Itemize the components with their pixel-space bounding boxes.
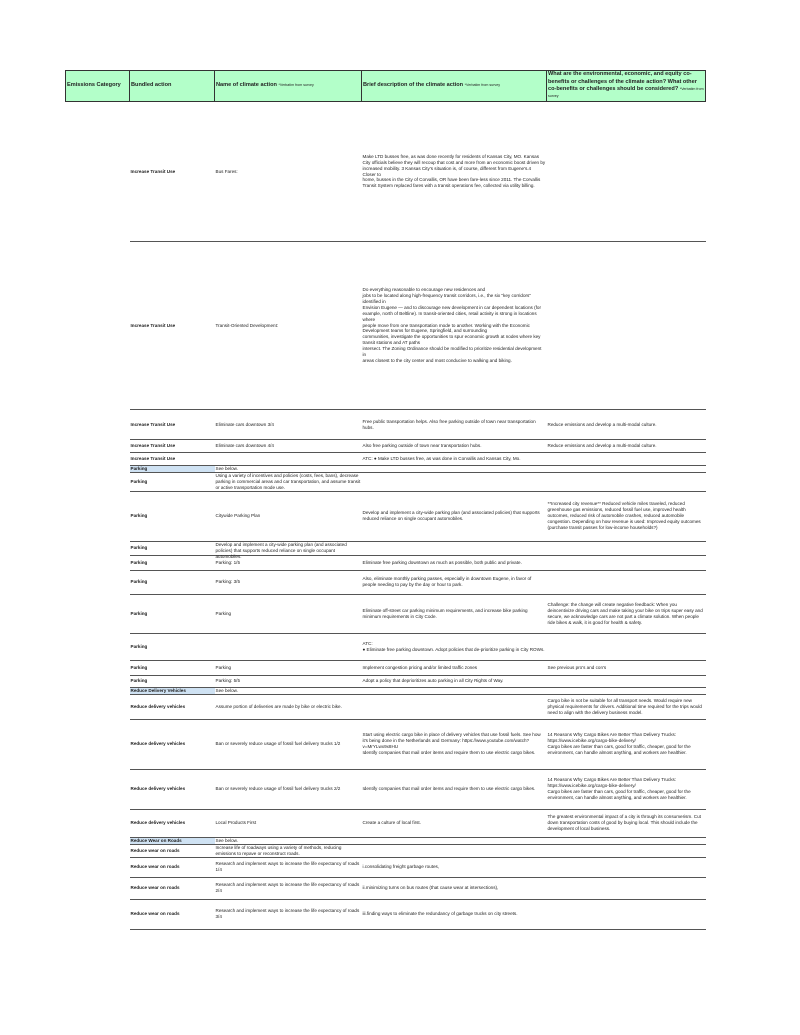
considerations-cell: [547, 570, 706, 594]
climate-actions-table: [65, 70, 706, 930]
bundled-action-cell-text: Parking: [130, 579, 148, 585]
description-cell: [362, 687, 547, 694]
table-row: [66, 541, 706, 555]
considerations-cell: [547, 555, 706, 570]
bundled-action-cell-text: Increase Transit Use: [130, 322, 176, 328]
action-name-cell: [215, 687, 362, 694]
bundled-action-cell-text: Reduce Wear on Roads: [130, 837, 182, 843]
bundled-action-cell: [130, 466, 215, 473]
bundled-action-cell-text: Parking: [130, 545, 148, 551]
bundled-action-cell-text: Reduce delivery vehicles: [130, 820, 186, 826]
action-name-cell: [215, 660, 362, 675]
description-cell: [362, 570, 547, 594]
header-considerations: What are the environmental, economic, and equity co-benefits or challenges of the climate action? What other co-benefits or challenges should be considered? *Verbatim from survey: [547, 71, 706, 102]
bundled-action-cell-text: Reduce wear on roads: [130, 864, 180, 870]
description-cell: [362, 899, 547, 929]
table-row: [66, 410, 706, 440]
section-row: [66, 687, 706, 694]
emissions-category-cell: [66, 694, 130, 719]
bundled-action-cell-text: Parking: [130, 466, 148, 472]
header-row: [66, 71, 706, 102]
action-name-cell: [215, 675, 362, 687]
bundled-action-cell: [130, 844, 215, 857]
description-cell: [362, 594, 547, 633]
bundled-action-cell: [130, 857, 215, 877]
action-name-cell: [215, 410, 362, 440]
action-name-cell: [215, 837, 362, 844]
action-name-cell-text: Develop and implement a city-wide parking plan (and associated policies) that supports reduced reliance on single occupant automobiles.: [215, 541, 347, 559]
considerations-cell: [547, 466, 706, 473]
action-name-cell: [215, 769, 362, 809]
bundled-action-cell-text: Parking: [130, 513, 148, 519]
considerations-cell: [547, 102, 706, 242]
bundled-action-cell-text: Reduce delivery vehicles: [130, 741, 186, 747]
description-cell-text: ATC: ● Make LTD busses free, as was done in Corvallis and Kansas City, Mo.: [362, 456, 521, 462]
bundled-action-cell-text: Reduce delivery vehicles: [130, 786, 186, 792]
header-action-name: Name of climate action *Verbatim from survey: [215, 71, 362, 102]
action-name-cell: [215, 242, 362, 410]
description-cell-text: Also free parking outside of town near transportation hubs.: [362, 443, 482, 449]
considerations-cell-text: 14 Reasons Why Cargo Bikes Are Better Than Delivery Trucks: https://www.icebike.org/cargo-bike-delivery/ Cargo bikes are faster than cars, good for traffic, cheaper, good for the environment, can handle almost anything, and workers are healthier.: [547, 777, 691, 801]
action-name-cell: [215, 570, 362, 594]
bundled-action-cell: [130, 899, 215, 929]
bundled-action-cell: [130, 719, 215, 769]
bundled-action-cell: [130, 837, 215, 844]
table-row: [66, 675, 706, 687]
emissions-category-cell: [66, 594, 130, 633]
description-cell-text: Implement congestion pricing and/or limited traffic zones: [362, 664, 478, 670]
action-name-cell-text: Parking: 1/5: [215, 559, 241, 565]
bundled-action-cell-text: Increase Transit Use: [130, 456, 176, 462]
description-cell: [362, 453, 547, 466]
description-cell-text: Also, eliminate monthly parking passes, especially in downtown Eugene, in favor of people needing to pay by the day or hour to park.: [362, 576, 532, 588]
emissions-category-cell: [66, 440, 130, 453]
table-row: [66, 242, 706, 410]
description-cell: [362, 541, 547, 555]
description-cell: [362, 844, 547, 857]
bundled-action-cell: [130, 877, 215, 899]
action-name-cell: [215, 102, 362, 242]
action-name-cell-text: Transit-Oriented Development:: [215, 322, 279, 328]
description-cell: [362, 857, 547, 877]
description-cell-text: Make LTD busses free, as was done recently for residents of Kansas City, MO. Kansas City officials believe they will recoup that cost and more from an economic boost driven by increased mobility. 3 Kansas City's situation is, of course, different from Eugene's.4 Closer to home, busses in the City of Corvallis, OR have been fare-less since 2011. The Corvallis Transit System replaced fares with a transit operations fee, collected via utility billing.: [362, 153, 546, 189]
emissions-category-cell: [66, 541, 130, 555]
action-name-cell: [215, 594, 362, 633]
description-cell: [362, 440, 547, 453]
description-cell: [362, 877, 547, 899]
description-cell-text: Start using electric cargo bike in place of delivery vehicles that use fossil fuels. See how it's being done in the Netherlands and Germany: https://www.youtube.com/watch?v=MrYLwx9x8HU Identify companies that mail order items and require them to use electric cargo bikes.: [362, 732, 541, 756]
description-cell: [362, 491, 547, 541]
description-cell-text: Adopt a policy that deprioritizes auto parking in all City Rights of Way.: [362, 678, 504, 684]
action-name-cell-text: Research and implement ways to increase the life expectancy of roads 1/4: [215, 861, 360, 873]
description-cell-text: Identify companies that mail order items and require them to use electric cargo bikes.: [362, 786, 536, 792]
considerations-cell: [547, 594, 706, 633]
table-row: [66, 844, 706, 857]
description-cell: [362, 809, 547, 837]
action-name-cell-text: Bus Fares:: [215, 168, 238, 174]
emissions-category-cell: [66, 242, 130, 410]
considerations-cell-text: See previous pro's and con's: [547, 664, 607, 670]
description-cell-text: iii.finding ways to eliminate the redundancy of garbage trucks on city streets.: [362, 911, 518, 917]
action-name-cell-text: See below.: [215, 466, 238, 472]
header-bundled-action: Bundled action: [130, 71, 215, 102]
table-row: [66, 633, 706, 660]
bundled-action-cell-text: Parking: [130, 559, 148, 565]
considerations-cell: [547, 473, 706, 492]
bundled-action-cell-text: Reduce wear on roads: [130, 885, 180, 891]
considerations-cell: [547, 453, 706, 466]
considerations-cell: [547, 877, 706, 899]
bundled-action-cell-text: Parking: [130, 478, 148, 484]
emissions-category-cell: [66, 857, 130, 877]
action-name-cell-text: Parking: [215, 610, 232, 616]
bundled-action-cell: [130, 440, 215, 453]
emissions-category-cell: [66, 410, 130, 440]
description-cell: [362, 242, 547, 410]
description-cell-text: Eliminate free parking downtown as much as possible, both public and private.: [362, 559, 522, 565]
considerations-cell: [547, 687, 706, 694]
emissions-category-cell: [66, 102, 130, 242]
considerations-cell: [547, 857, 706, 877]
description-cell: [362, 769, 547, 809]
description-cell-text: Eliminate off-street car parking minimum requirements, and increase bike parking minimum requirements in City Code.: [362, 607, 528, 619]
description-cell: [362, 719, 547, 769]
action-name-cell-text: Eliminate cars downtown 3/4: [215, 421, 274, 427]
description-cell: [362, 473, 547, 492]
bundled-action-cell: [130, 694, 215, 719]
action-name-cell-text: Ban or severely reduce usage of fossil fuel delivery trucks 2/2: [215, 786, 341, 792]
action-name-cell: [215, 541, 362, 559]
description-cell: [362, 694, 547, 719]
considerations-cell-text: Cargo bike is not be suitable for all transport needs. Would require new physical requirements for drivers. Additional time required for the trips would need to align with the delivery business model.: [547, 697, 702, 715]
emissions-category-cell: [66, 453, 130, 466]
action-name-cell-text: See below.: [215, 837, 238, 843]
table-row: [66, 719, 706, 769]
table-row: [66, 491, 706, 541]
considerations-cell: [547, 242, 706, 410]
bundled-action-cell-text: Parking: [130, 664, 148, 670]
action-name-cell-text: Parking: 5/5: [215, 678, 241, 684]
bundled-action-cell: [130, 102, 215, 242]
description-cell: [362, 675, 547, 687]
emissions-category-cell: [66, 555, 130, 570]
description-cell-text: ii.minimizing turns on bus routes (that cause wear at intersections),: [362, 885, 499, 891]
section-row: [66, 466, 706, 473]
action-name-cell-text: Parking: 3/5: [215, 579, 241, 585]
considerations-cell: [547, 769, 706, 809]
action-name-cell: [215, 857, 362, 877]
emissions-category-cell: [66, 877, 130, 899]
considerations-cell: [547, 491, 706, 541]
description-cell: [362, 660, 547, 675]
considerations-cell: [547, 440, 706, 453]
table-row: [66, 570, 706, 594]
emissions-category-cell: [66, 466, 130, 473]
action-name-cell-text: Parking: [215, 664, 232, 670]
bundled-action-cell: [130, 541, 215, 555]
considerations-cell: [547, 694, 706, 719]
table-row: [66, 660, 706, 675]
description-cell-text: i.consolidating freight garbage routes,: [362, 864, 440, 870]
emissions-category-cell: [66, 809, 130, 837]
considerations-cell-text: Reduce emissions and develop a multi-modal culture.: [547, 421, 657, 427]
table-row: [66, 857, 706, 877]
header-description: Brief description of the climate action *Verbatim from survey: [362, 71, 547, 102]
bundled-action-cell: [130, 410, 215, 440]
action-name-cell-text: Local Products First: [215, 820, 257, 826]
emissions-category-cell: [66, 491, 130, 541]
action-name-cell: [215, 440, 362, 453]
description-cell: [362, 410, 547, 440]
description-cell: [362, 102, 547, 242]
table-row: [66, 473, 706, 492]
emissions-category-cell: [66, 844, 130, 857]
table-row: [66, 594, 706, 633]
action-name-cell: [215, 453, 362, 466]
bundled-action-cell-text: Reduce wear on roads: [130, 911, 180, 917]
bundled-action-cell: [130, 769, 215, 809]
bundled-action-cell: [130, 809, 215, 837]
table-row: [66, 102, 706, 242]
bundled-action-cell-text: Parking: [130, 678, 148, 684]
considerations-cell-text: Challenge: the change will create negative feedback: When you deincentivize driving cars and make taking your bike on trips super easy and secure, we acknowledge cars are not part a climate solution. When people ride bikes & walk, it is good for health & safety.: [547, 601, 703, 625]
description-cell: [362, 633, 547, 660]
action-name-cell: [215, 633, 362, 660]
table-row: [66, 555, 706, 570]
bundled-action-cell-text: Increase Transit Use: [130, 421, 176, 427]
bundled-action-cell-text: Reduce wear on roads: [130, 847, 180, 853]
action-name-cell: [215, 491, 362, 541]
description-cell-text: Do everything reasonable to encourage new residences and jobs to be located along high-frequency transit corridors, i.e., the six "key corridors" identified in Envision Eugene — and to discourage new development in car dependent locations (for example, north of Beltline). In transit-oriented cities, retail activity is strong in locations where people move from one transportation mode to another. Working with the Economic Development teams for Eugene, Springfield, and surrounding communities, investigate the opportunities to spur economic growth at nodes where key transit stations and AT paths intersect. The Zoning Ordinance should be modified to prioritize residential development in areas closest to the city center and most conducive to walking and biking.: [362, 286, 542, 364]
description-cell-text: Create a culture of local first.: [362, 820, 421, 826]
bundled-action-cell: [130, 570, 215, 594]
action-name-cell: [215, 473, 362, 492]
bundled-action-cell-text: Increase Transit Use: [130, 443, 176, 449]
action-name-cell: [215, 844, 362, 857]
bundled-action-cell: [130, 555, 215, 570]
action-name-cell: [215, 809, 362, 837]
considerations-cell: [547, 719, 706, 769]
bundled-action-cell-text: Reduce Delivery Vehicles: [130, 687, 186, 693]
considerations-cell: [547, 633, 706, 660]
considerations-cell-text: **Increased city revenue** Reduced vehicle miles traveled, reduced greenhouse gas emissions, reduced fossil fuel use, improved health outcomes, reduced risk of automobile crashes, reduced automobile congestion. Depending on how revenue is used: Improved equity outcomes (purchase transit passes for low-income households?): [547, 501, 701, 531]
action-name-cell: [215, 899, 362, 929]
considerations-cell: [547, 837, 706, 844]
considerations-cell-text: Reduce emissions and develop a multi-modal culture.: [547, 443, 657, 449]
description-cell: [362, 837, 547, 844]
action-name-cell: [215, 719, 362, 769]
action-name-cell-text: Using a variety of incentives and policies (costs, fees, bans), decrease parking in commercial areas and car transportation, and assume transit or active transportation mode use.: [215, 473, 361, 490]
emissions-category-cell: [66, 769, 130, 809]
action-name-cell: [215, 466, 362, 473]
action-name-cell-text: Increase life of roadways using a variety of methods, reducing emissions to repave or reconstruct roads.: [215, 844, 342, 856]
considerations-cell: [547, 660, 706, 675]
considerations-cell: [547, 410, 706, 440]
action-name-cell-text: Research and implement ways to increase the life expectancy of roads 3/4: [215, 908, 360, 920]
bundled-action-cell: [130, 660, 215, 675]
table-row: [66, 694, 706, 719]
table-row: [66, 440, 706, 453]
description-cell-text: Free public transportation helps. Also free parking outside of town near transportation hubs.: [362, 418, 536, 430]
table-row: [66, 453, 706, 466]
action-name-cell-text: Research and implement ways to increase the life expectancy of roads 2/4: [215, 882, 360, 894]
bundled-action-cell-text: Reduce delivery vehicles: [130, 703, 186, 709]
action-name-cell: [215, 694, 362, 719]
emissions-category-cell: [66, 633, 130, 660]
action-name-cell-text: Eliminate cars downtown 4/4: [215, 443, 274, 449]
emissions-category-cell: [66, 675, 130, 687]
bundled-action-cell-text: Parking: [130, 610, 148, 616]
emissions-category-cell: [66, 473, 130, 492]
bundled-action-cell: [130, 675, 215, 687]
emissions-category-cell: [66, 837, 130, 844]
emissions-category-cell: [66, 687, 130, 694]
table-row: [66, 809, 706, 837]
bundled-action-cell: [130, 491, 215, 541]
action-name-cell-text: See below.: [215, 687, 238, 693]
bundled-action-cell: [130, 687, 215, 694]
description-cell-text: Develop and implement a city-wide parking plan (and associated policies) that supports reduced reliance on single occupant automobiles.: [362, 510, 540, 522]
action-name-cell-text: Ban or severely reduce usage of fossil fuel delivery trucks 1/2: [215, 741, 341, 747]
emissions-category-cell: [66, 719, 130, 769]
bundled-action-cell-text: Increase Transit Use: [130, 168, 176, 174]
emissions-category-cell: [66, 570, 130, 594]
bundled-action-cell: [130, 594, 215, 633]
table-row: [66, 877, 706, 899]
considerations-cell: [547, 809, 706, 837]
description-cell: [362, 466, 547, 473]
action-name-cell-text: Citywide Parking Plan: [215, 513, 261, 519]
emissions-category-cell: [66, 660, 130, 675]
bundled-action-cell: [130, 633, 215, 660]
header-emissions-category: Emissions Category: [66, 71, 130, 102]
bundled-action-cell: [130, 473, 215, 492]
considerations-cell-text: 14 Reasons Why Cargo Bikes Are Better Than Delivery Trucks: https://www.icebike.org/cargo-bike-delivery/ Cargo bikes are faster than cars, good for traffic, cheaper, good for the environment, can handle almost anything, and workers are healthier.: [547, 732, 691, 756]
description-cell-text: ATC: ● Eliminate free parking downtown. Adopt policies that de-prioritize parking in City ROWs.: [362, 640, 545, 652]
considerations-cell: [547, 675, 706, 687]
action-name-cell: [215, 877, 362, 899]
section-row: [66, 837, 706, 844]
considerations-cell: [547, 541, 706, 555]
considerations-cell: [547, 899, 706, 929]
action-name-cell-text: Assume portion of deliveries are made by bike or electric bike.: [215, 703, 342, 709]
table-row: [66, 899, 706, 929]
bundled-action-cell-text: Parking: [130, 643, 148, 649]
emissions-category-cell: [66, 899, 130, 929]
bundled-action-cell: [130, 453, 215, 466]
table-row: [66, 769, 706, 809]
description-cell: [362, 555, 547, 570]
considerations-cell: [547, 844, 706, 857]
bundled-action-cell: [130, 242, 215, 410]
considerations-cell-text: The greatest environmental impact of a city is through its consumerism. Cut down transportation costs of good by buying local. This should include the development of local business.: [547, 814, 701, 832]
